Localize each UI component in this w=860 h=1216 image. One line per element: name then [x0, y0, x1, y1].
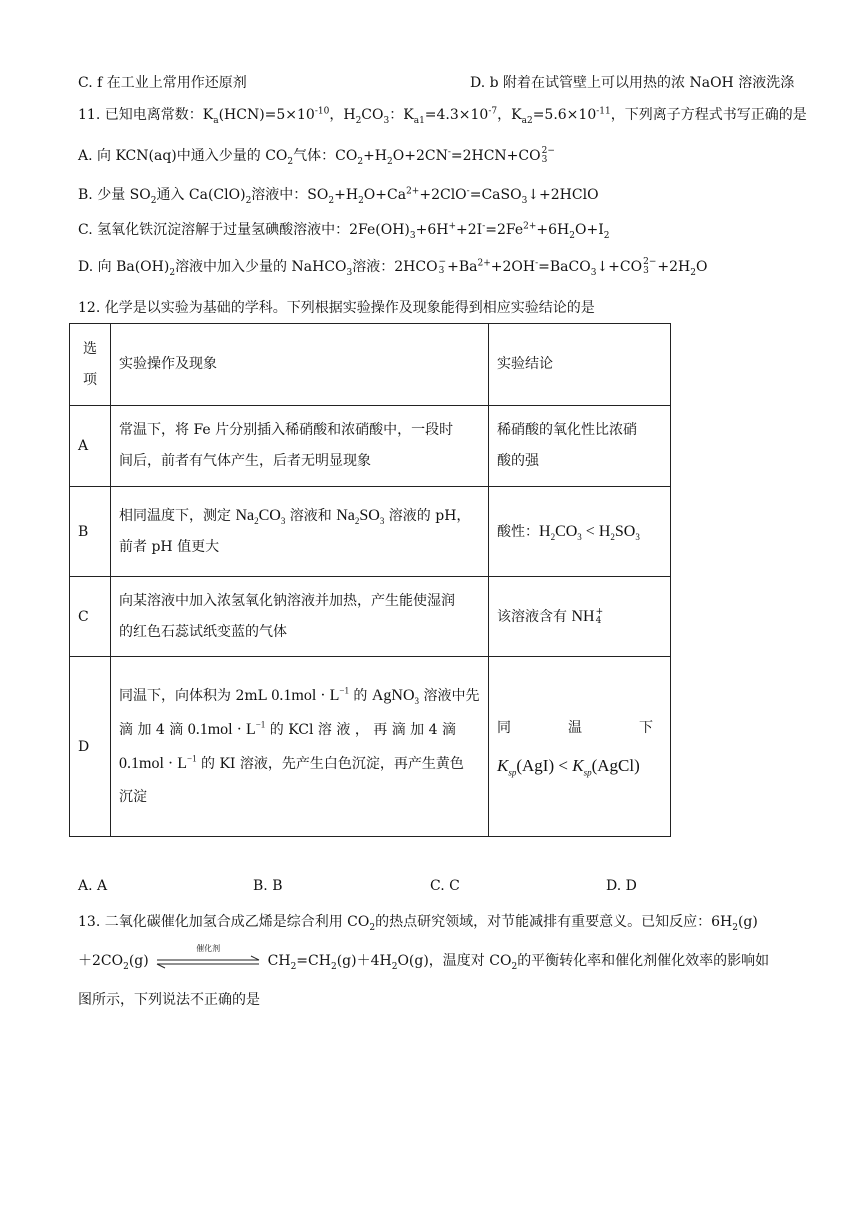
equilibrium-arrow-icon	[153, 950, 263, 972]
row-c-conclusion: 该溶液含有 NH + 4	[489, 577, 671, 657]
row-b-label: B	[70, 487, 111, 577]
row-a-conclusion: 稀硝酸的氧化性比浓硝 酸的强	[489, 406, 671, 487]
row-d-label: D	[70, 657, 111, 837]
q12-choice-b[interactable]: B. B	[253, 878, 283, 894]
option-d: D. b 附着在试管壁上可以用热的浓 NaOH 溶液洗涤	[470, 75, 795, 91]
equilibrium-arrow	[153, 944, 263, 972]
row-a-operation: 常温下，将 Fe 片分别插入稀硝酸和浓硝酸中，一段时 间后，前者有气体产生，后者无明显现象	[111, 406, 489, 487]
row-d-conclusion: 同 温 下 $K_{sp}(AgI)$ < $K_{sp}(AgCl)$	[489, 657, 671, 837]
q11-option-b: B. 少量 $SO_2$通入 $Ca(ClO)_2$溶液中：$SO_2+H_2O+Ca^{2+}+2ClO^-=CaSO_3↓+2HClO$	[78, 186, 599, 206]
q13-line-3: 图所示，下列说法不正确的是	[78, 992, 260, 1008]
row-a-label: A	[70, 406, 111, 487]
q12-choice-a[interactable]: A. A	[78, 878, 108, 894]
q11-stem: 11. 已知电离常数：$K_a(HCN)=5\times 10^{-10}$，$H_2CO_3$：$K_{a1}=4.3\times 10^{-7}$，$K_{a2}=5.6\times 10^{-11}$，下列离子方程式书写正确的是	[78, 106, 807, 126]
catalyst-label: 催化剂	[196, 944, 221, 953]
row-b-conclusion: 酸性：$H_2CO_3 < H_2SO_3$	[489, 487, 671, 577]
table-row-b	[70, 487, 671, 577]
table-row-c	[70, 577, 671, 657]
q13-line-2: $+2CO_2(g)$ 催化剂 $CH_2=CH_2(g)+4H_2O(g)$，温度对 $CO_2$的平衡转化率和催化剂催化效率的影响如	[78, 944, 770, 972]
q11-option-d: D. 向 $Ba(OH)_2$溶液中加入少量的 NaHCO$_3$溶液：2HCO − 3 $+Ba^{2+}+2OH^-=BaCO_3↓+CO$ 2− 3 $+2H_2O$	[78, 257, 708, 278]
option-c: C. f 在工业上常用作还原剂	[78, 75, 247, 91]
header-operation: 实验操作及现象	[111, 324, 489, 406]
row-c-operation: 向某溶液中加入浓氢氧化钠溶液并加热，产生能使湿润 的红色石蕊试纸变蓝的气体	[111, 577, 489, 657]
table-row-d	[70, 657, 671, 837]
row-b-operation: 相同温度下，测定 $Na_2CO_3$ 溶液和 $Na_2SO_3$ 溶液的 pH， 前者 pH 值更大	[111, 487, 489, 577]
q13-line-1: 13. 二氧化碳催化加氢合成乙烯是综合利用 $CO_2$的热点研究领域，对节能减排有重要意义。已知反应：$6H_2(g)$	[78, 914, 758, 933]
table-header-row	[70, 324, 671, 406]
q12-stem: 12. 化学是以实验为基础的学科。下列根据实验操作及现象能得到相应实验结论的是	[78, 300, 595, 316]
q12-choice-d[interactable]: D. D	[606, 878, 637, 894]
q11-option-a: A. 向 KCN(aq)中通入少量的 $CO_2$气体：$CO_2+H_2O+2CN^-=2HCN+CO$ 2− 3	[78, 146, 555, 167]
q12-table	[69, 323, 671, 837]
header-conclusion: 实验结论	[489, 324, 671, 406]
q12-choice-c[interactable]: C. C	[430, 878, 460, 894]
row-d-operation: 同温下，向体积为 2mL $0.1mol \cdot L^{-1}$ 的 AgNO$_3$ 溶液中先 滴 加 4 滴 $0.1mol \cdot L^{-1}$ 的 KCl 溶 液 ， 再 滴 加 4 滴 $0.1mol \cdot L^{-1}$ 的 KI 溶液，先产生白色沉淀，再产生黄色 沉淀	[111, 657, 489, 837]
header-option: 选 项	[70, 324, 111, 406]
q11-option-c: C. 氢氧化铁沉淀溶解于过量氢碘酸溶液中：$2Fe(OH)_3+6H^++2I^-=2Fe^{2+}+6H_2O+I_2$	[78, 221, 610, 241]
row-c-label: C	[70, 577, 111, 657]
table-row-a	[70, 406, 671, 487]
